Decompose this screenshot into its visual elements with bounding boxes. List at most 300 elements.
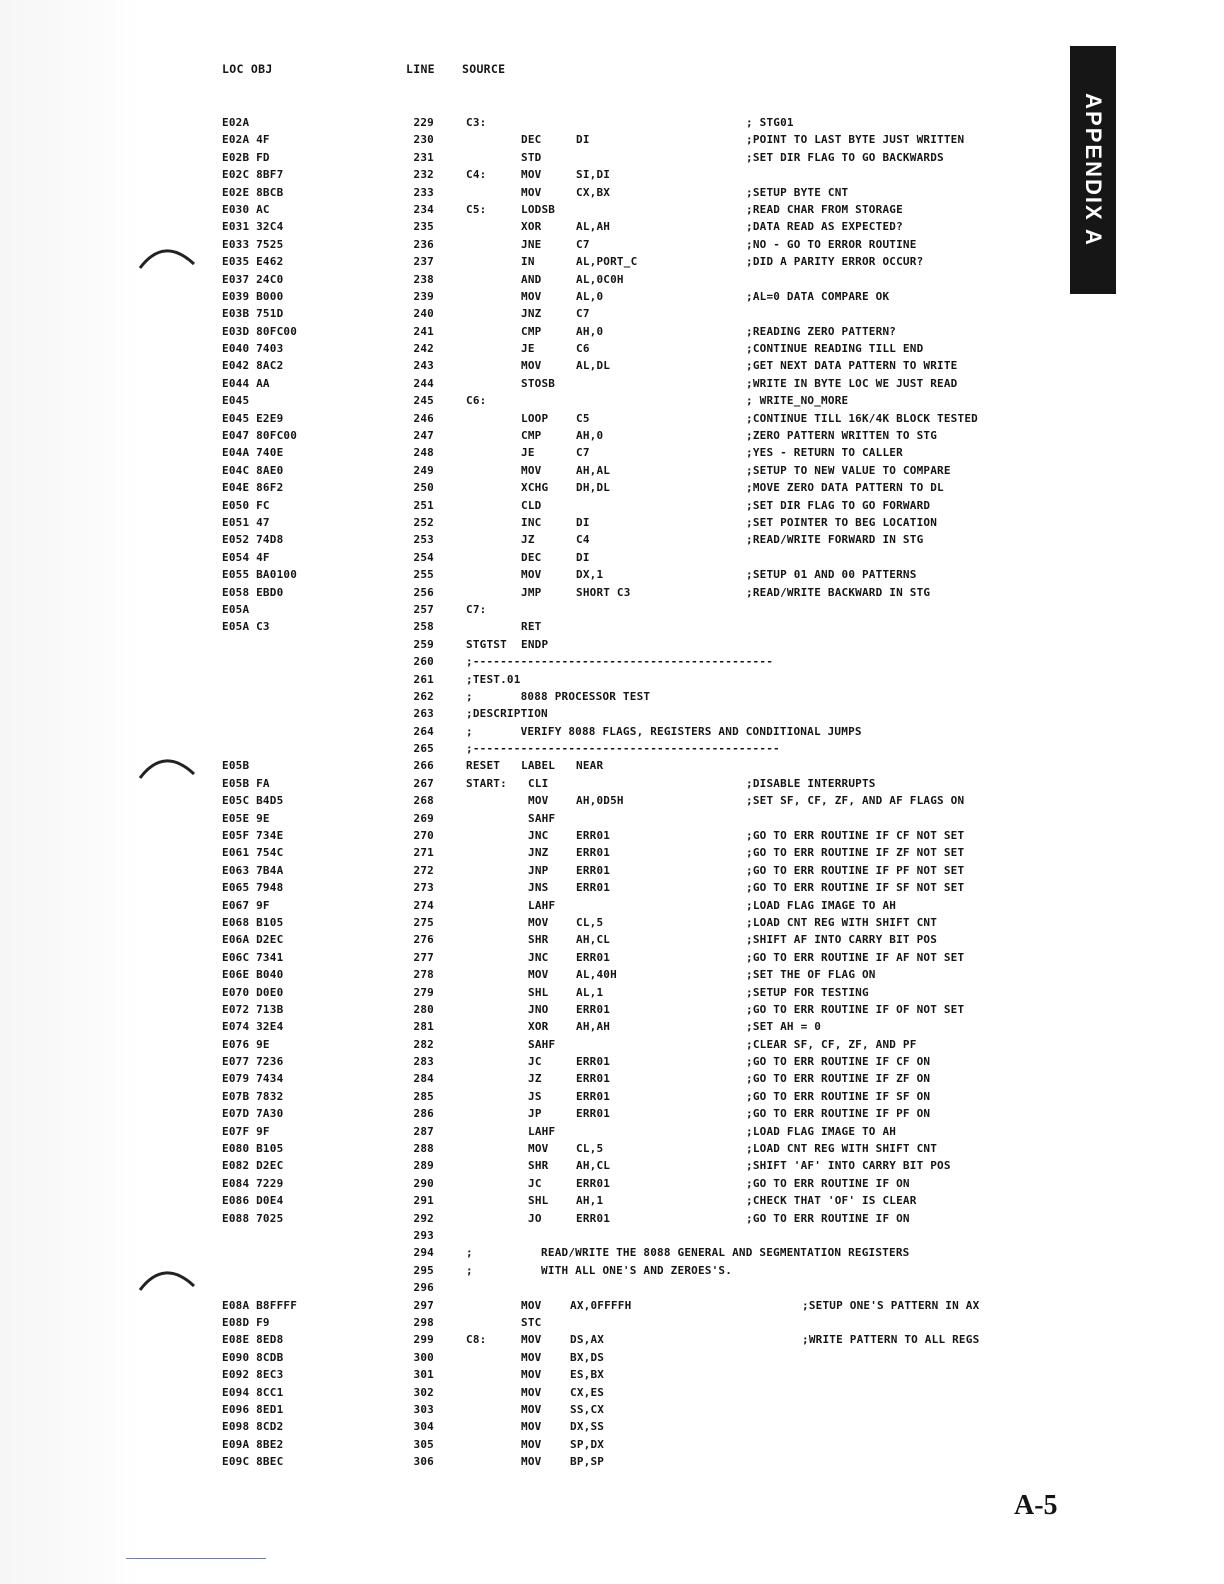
source-operand-cell: BP,SP bbox=[570, 1455, 605, 1469]
source-opcode-cell: MOV bbox=[521, 1402, 542, 1416]
line-number-cell: 229 bbox=[413, 116, 434, 129]
line-number-cell: 234 bbox=[413, 202, 434, 216]
line-number-cell: 254 bbox=[413, 550, 434, 564]
source-opcode-cell: MOV bbox=[521, 1437, 542, 1451]
listing-row bbox=[0, 1368, 1000, 1385]
source-operand-cell: AH,CL bbox=[576, 1159, 611, 1173]
source-opcode-cell: SHL bbox=[528, 1194, 549, 1208]
source-label-cell: C3: bbox=[466, 116, 487, 129]
line-number-cell: 251 bbox=[413, 498, 434, 512]
line-number-cell: 250 bbox=[413, 481, 434, 495]
source-opcode-cell: ENDP bbox=[521, 637, 549, 651]
loc-obj-cell: E076 9E bbox=[222, 1037, 270, 1051]
listing-row bbox=[0, 916, 1000, 933]
source-comment-cell: ;SET DIR FLAG TO GO FORWARD bbox=[746, 498, 931, 512]
source-operand-cell: AH,CL bbox=[576, 933, 611, 947]
source-comment-cell: ;CLEAR SF, CF, ZF, AND PF bbox=[746, 1037, 917, 1051]
line-number-cell: 302 bbox=[413, 1385, 434, 1399]
listing-row bbox=[0, 377, 1000, 394]
source-opcode-cell: DEC bbox=[521, 133, 542, 147]
loc-obj-cell: E047 80FC00 bbox=[222, 429, 298, 443]
line-number-cell: 303 bbox=[413, 1402, 434, 1416]
source-comment-cell: ;DATA READ AS EXPECTED? bbox=[746, 220, 903, 234]
source-operand-cell: DS,AX bbox=[570, 1333, 605, 1347]
line-number-cell: 280 bbox=[413, 1002, 434, 1016]
line-number-cell: 240 bbox=[413, 307, 434, 321]
source-opcode-cell: JZ bbox=[528, 1072, 542, 1086]
line-number-cell: 306 bbox=[413, 1455, 434, 1469]
source-operand-cell: ERR01 bbox=[576, 1055, 611, 1069]
line-number-cell: 292 bbox=[413, 1211, 434, 1225]
loc-obj-cell: E05B bbox=[222, 759, 250, 773]
line-number-cell: 235 bbox=[413, 220, 434, 234]
source-opcode-cell: MOV bbox=[528, 915, 549, 929]
source-operand-cell: CL,5 bbox=[576, 1142, 604, 1156]
listing-row bbox=[0, 1212, 1000, 1229]
source-opcode-cell: MOV bbox=[521, 359, 542, 373]
line-number-cell: 279 bbox=[413, 985, 434, 999]
listing-row bbox=[0, 586, 1000, 603]
line-number-cell: 262 bbox=[413, 689, 434, 703]
loc-obj-cell: E02A bbox=[222, 116, 250, 129]
source-comment-cell: ;SETUP TO NEW VALUE TO COMPARE bbox=[746, 463, 951, 477]
listing-row bbox=[0, 1107, 1000, 1124]
listing-row bbox=[0, 1142, 1000, 1159]
line-number-cell: 291 bbox=[413, 1194, 434, 1208]
source-opcode-cell: JZ bbox=[521, 533, 535, 547]
header-loc-obj: LOC OBJ bbox=[222, 62, 273, 76]
source-opcode-cell: RET bbox=[521, 620, 542, 634]
line-number-cell: 267 bbox=[413, 776, 434, 790]
source-opcode-cell: STD bbox=[521, 150, 542, 164]
source-opcode-cell: SHR bbox=[528, 933, 549, 947]
line-number-cell: 233 bbox=[413, 185, 434, 199]
loc-obj-cell: E080 B105 bbox=[222, 1142, 284, 1156]
loc-obj-cell: E07D 7A30 bbox=[222, 1107, 284, 1121]
line-number-cell: 253 bbox=[413, 533, 434, 547]
loc-obj-cell: E042 8AC2 bbox=[222, 359, 284, 373]
line-number-cell: 263 bbox=[413, 707, 434, 721]
line-number-cell: 230 bbox=[413, 133, 434, 147]
listing-row bbox=[0, 394, 1000, 411]
line-number-cell: 260 bbox=[413, 655, 434, 669]
line-number-cell: 299 bbox=[413, 1333, 434, 1347]
footer-rule bbox=[126, 1558, 266, 1559]
source-opcode-cell: JC bbox=[528, 1176, 542, 1190]
loc-obj-cell: E092 8EC3 bbox=[222, 1368, 284, 1382]
line-number-cell: 236 bbox=[413, 237, 434, 251]
line-number-cell: 247 bbox=[413, 429, 434, 443]
line-number-cell: 275 bbox=[413, 915, 434, 929]
source-opcode-cell: CLI bbox=[528, 776, 549, 790]
loc-obj-cell: E09A 8BE2 bbox=[222, 1437, 284, 1451]
line-number-cell: 265 bbox=[413, 742, 434, 756]
source-comment-cell: ;GO TO ERR ROUTINE IF PF ON bbox=[746, 1107, 931, 1121]
loc-obj-cell: E031 32C4 bbox=[222, 220, 284, 234]
source-operand-cell: DI bbox=[576, 515, 590, 529]
source-opcode-cell: SAHF bbox=[528, 1037, 556, 1051]
source-opcode-cell: MOV bbox=[521, 1420, 542, 1434]
line-number-cell: 256 bbox=[413, 585, 434, 599]
loc-obj-cell: E044 AA bbox=[222, 376, 270, 390]
loc-obj-cell: E045 bbox=[222, 394, 250, 408]
loc-obj-cell: E05F 734E bbox=[222, 829, 284, 843]
source-operand-cell: ERR01 bbox=[576, 863, 611, 877]
listing-row bbox=[0, 968, 1000, 985]
source-operand-cell: AH,1 bbox=[576, 1194, 604, 1208]
listing-row bbox=[0, 307, 1000, 324]
loc-obj-cell: E05A C3 bbox=[222, 620, 270, 634]
source-opcode-cell: LODSB bbox=[521, 202, 556, 216]
listing-row bbox=[0, 1316, 1000, 1333]
source-comment-cell: ;ZERO PATTERN WRITTEN TO STG bbox=[746, 429, 938, 443]
loc-obj-cell: E05B FA bbox=[222, 776, 270, 790]
source-operand-cell: CL,5 bbox=[576, 915, 604, 929]
source-opcode-cell: MOV bbox=[528, 794, 549, 808]
listing-row bbox=[0, 899, 1000, 916]
listing-row bbox=[0, 794, 1000, 811]
source-label-cell: C4: bbox=[466, 168, 487, 182]
loc-obj-cell: E084 7229 bbox=[222, 1176, 284, 1190]
listing-row bbox=[0, 1020, 1000, 1037]
listing-row bbox=[0, 1455, 1000, 1472]
listing-row bbox=[0, 1386, 1000, 1403]
source-comment-cell: ;CHECK THAT 'OF' IS CLEAR bbox=[746, 1194, 917, 1208]
source-opcode-cell: MOV bbox=[521, 289, 542, 303]
listing-row bbox=[0, 881, 1000, 898]
loc-obj-cell: E074 32E4 bbox=[222, 1020, 284, 1034]
source-comment-cell: ;WRITE IN BYTE LOC WE JUST READ bbox=[746, 376, 958, 390]
loc-obj-cell: E040 7403 bbox=[222, 342, 284, 356]
line-number-cell: 259 bbox=[413, 637, 434, 651]
listing-row bbox=[0, 342, 1000, 359]
loc-obj-cell: E052 74D8 bbox=[222, 533, 284, 547]
loc-obj-cell: E054 4F bbox=[222, 550, 270, 564]
source-opcode-cell: MOV bbox=[521, 168, 542, 182]
line-number-cell: 277 bbox=[413, 950, 434, 964]
listing-row bbox=[0, 655, 1000, 672]
source-operand-cell: ERR01 bbox=[576, 829, 611, 843]
line-number-cell: 270 bbox=[413, 829, 434, 843]
source-operand-cell: C7 bbox=[576, 237, 590, 251]
source-operand-cell: AX,0FFFFH bbox=[570, 1298, 632, 1312]
listing-row bbox=[0, 1159, 1000, 1176]
loc-obj-cell: E08E 8ED8 bbox=[222, 1333, 284, 1347]
listing-row bbox=[0, 186, 1000, 203]
source-comment-cell: ;READ/WRITE BACKWARD IN STG bbox=[746, 585, 931, 599]
source-operand-cell: ERR01 bbox=[576, 1107, 611, 1121]
line-number-cell: 245 bbox=[413, 394, 434, 408]
source-operand-cell: AL,DL bbox=[576, 359, 611, 373]
line-number-cell: 242 bbox=[413, 342, 434, 356]
source-comment-cell: ;GO TO ERR ROUTINE IF CF NOT SET bbox=[746, 829, 965, 843]
source-opcode-cell: CMP bbox=[521, 429, 542, 443]
loc-obj-cell: E05A bbox=[222, 602, 250, 616]
loc-obj-cell: E086 D0E4 bbox=[222, 1194, 284, 1208]
source-comment-cell: ;LOAD CNT REG WITH SHIFT CNT bbox=[746, 1142, 938, 1156]
listing-row bbox=[0, 168, 1000, 185]
line-number-cell: 294 bbox=[413, 1246, 434, 1260]
loc-obj-cell: E070 D0E0 bbox=[222, 985, 284, 999]
listing-row bbox=[0, 673, 1000, 690]
listing-row bbox=[0, 777, 1000, 794]
line-number-cell: 269 bbox=[413, 811, 434, 825]
source-comment-line: ; READ/WRITE THE 8088 GENERAL AND SEGMENTATION REGISTERS bbox=[466, 1246, 910, 1260]
listing-row bbox=[0, 690, 1000, 707]
line-number-cell: 288 bbox=[413, 1142, 434, 1156]
line-number-cell: 268 bbox=[413, 794, 434, 808]
source-opcode-cell: MOV bbox=[521, 1368, 542, 1382]
source-comment-cell: ;SET POINTER TO BEG LOCATION bbox=[746, 515, 938, 529]
listing-row bbox=[0, 864, 1000, 881]
line-number-cell: 249 bbox=[413, 463, 434, 477]
line-number-cell: 297 bbox=[413, 1298, 434, 1312]
listing-row bbox=[0, 951, 1000, 968]
source-opcode-cell: INC bbox=[521, 515, 542, 529]
loc-obj-cell: E035 E462 bbox=[222, 255, 284, 269]
loc-obj-cell: E079 7434 bbox=[222, 1072, 284, 1086]
loc-obj-cell: E02A 4F bbox=[222, 133, 270, 147]
listing-row bbox=[0, 464, 1000, 481]
line-number-cell: 298 bbox=[413, 1315, 434, 1329]
appendix-tab bbox=[1070, 46, 1116, 294]
source-operand-cell: ERR01 bbox=[576, 1089, 611, 1103]
listing-row bbox=[0, 933, 1000, 950]
source-opcode-cell: MOV bbox=[528, 968, 549, 982]
source-opcode-cell: JNE bbox=[521, 237, 542, 251]
line-number-cell: 232 bbox=[413, 168, 434, 182]
listing-row bbox=[0, 481, 1000, 498]
source-comment-cell: ;AL=0 DATA COMPARE OK bbox=[746, 289, 890, 303]
source-comment-cell: ;GO TO ERR ROUTINE IF ON bbox=[746, 1176, 910, 1190]
listing-row bbox=[0, 290, 1000, 307]
source-opcode-cell: STOSB bbox=[521, 376, 556, 390]
loc-obj-cell: E02E 8BCB bbox=[222, 185, 284, 199]
loc-obj-cell: E067 9F bbox=[222, 898, 270, 912]
line-number-cell: 281 bbox=[413, 1020, 434, 1034]
source-opcode-cell: LOOP bbox=[521, 411, 549, 425]
line-number-cell: 273 bbox=[413, 881, 434, 895]
source-operand-cell: CX,ES bbox=[570, 1385, 605, 1399]
line-number-cell: 293 bbox=[413, 1229, 434, 1242]
source-label-cell: C5: bbox=[466, 202, 487, 216]
listing-row bbox=[0, 1351, 1000, 1368]
line-number-cell: 264 bbox=[413, 724, 434, 738]
source-operand-cell: ERR01 bbox=[576, 846, 611, 860]
source-comment-cell: ;POINT TO LAST BYTE JUST WRITTEN bbox=[746, 133, 965, 147]
loc-obj-cell: E04E 86F2 bbox=[222, 481, 284, 495]
line-number-cell: 237 bbox=[413, 255, 434, 269]
source-opcode-cell: JNZ bbox=[521, 307, 542, 321]
loc-obj-cell: E03B 751D bbox=[222, 307, 284, 321]
line-number-cell: 295 bbox=[413, 1263, 434, 1277]
loc-obj-cell: E07B 7832 bbox=[222, 1089, 284, 1103]
line-number-cell: 301 bbox=[413, 1368, 434, 1382]
loc-obj-cell: E077 7236 bbox=[222, 1055, 284, 1069]
source-operand-cell: SI,DI bbox=[576, 168, 611, 182]
source-comment-line: ;-------------------------------------------- bbox=[466, 655, 774, 669]
loc-obj-cell: E07F 9F bbox=[222, 1124, 270, 1138]
source-comment-cell: ;MOVE ZERO DATA PATTERN TO DL bbox=[746, 481, 944, 495]
loc-obj-cell: E033 7525 bbox=[222, 237, 284, 251]
source-opcode-cell: MOV bbox=[521, 568, 542, 582]
listing-row bbox=[0, 1194, 1000, 1211]
listing-row bbox=[0, 551, 1000, 568]
source-opcode-cell: SHR bbox=[528, 1159, 549, 1173]
source-operand-cell: ERR01 bbox=[576, 950, 611, 964]
loc-obj-cell: E039 B000 bbox=[222, 289, 284, 303]
source-operand-cell: AL,0C0H bbox=[576, 272, 624, 286]
listing-row bbox=[0, 273, 1000, 290]
listing-row bbox=[0, 846, 1000, 863]
source-operand-cell: NEAR bbox=[576, 759, 604, 773]
line-number-cell: 285 bbox=[413, 1089, 434, 1103]
source-opcode-cell: MOV bbox=[521, 1350, 542, 1364]
source-opcode-cell: LABEL bbox=[521, 759, 556, 773]
source-opcode-cell: XOR bbox=[528, 1020, 549, 1034]
loc-obj-cell: E03D 80FC00 bbox=[222, 324, 298, 338]
source-operand-cell: DX,1 bbox=[576, 568, 604, 582]
source-opcode-cell: MOV bbox=[521, 1333, 542, 1347]
line-number-cell: 305 bbox=[413, 1437, 434, 1451]
line-number-cell: 283 bbox=[413, 1055, 434, 1069]
listing-row bbox=[0, 620, 1000, 637]
listing-row bbox=[0, 829, 1000, 846]
loc-obj-cell: E082 D2EC bbox=[222, 1159, 284, 1173]
line-number-cell: 274 bbox=[413, 898, 434, 912]
line-number-cell: 278 bbox=[413, 968, 434, 982]
source-operand-cell: C6 bbox=[576, 342, 590, 356]
source-comment-cell: ;SETUP 01 AND 00 PATTERNS bbox=[746, 568, 917, 582]
loc-obj-cell: E045 E2E9 bbox=[222, 411, 284, 425]
source-operand-cell: AL,0 bbox=[576, 289, 604, 303]
appendix-tab-label: APPENDIX A bbox=[1081, 93, 1106, 247]
source-opcode-cell: CMP bbox=[521, 324, 542, 338]
source-operand-cell: SP,DX bbox=[570, 1437, 605, 1451]
source-comment-cell: ;SET THE OF FLAG ON bbox=[746, 968, 876, 982]
line-number-cell: 243 bbox=[413, 359, 434, 373]
listing-row bbox=[0, 1333, 1000, 1350]
listing-row bbox=[0, 759, 1000, 776]
source-operand-cell: SS,CX bbox=[570, 1402, 605, 1416]
source-comment-cell: ;SETUP BYTE CNT bbox=[746, 185, 849, 199]
loc-obj-cell: E088 7025 bbox=[222, 1211, 284, 1225]
line-number-cell: 244 bbox=[413, 376, 434, 390]
loc-obj-cell: E058 EBD0 bbox=[222, 585, 284, 599]
line-number-cell: 248 bbox=[413, 446, 434, 460]
listing-row bbox=[0, 151, 1000, 168]
source-comment-cell: ;GO TO ERR ROUTINE IF ZF ON bbox=[746, 1072, 931, 1086]
line-number-cell: 238 bbox=[413, 272, 434, 286]
source-comment-line: ; WITH ALL ONE'S AND ZEROES'S. bbox=[466, 1263, 733, 1277]
line-number-cell: 289 bbox=[413, 1159, 434, 1173]
source-comment-line: ;TEST.01 bbox=[466, 672, 521, 686]
listing-row bbox=[0, 1281, 1000, 1298]
source-operand-cell: C7 bbox=[576, 446, 590, 460]
source-comment-cell: ;LOAD CNT REG WITH SHIFT CNT bbox=[746, 915, 938, 929]
listing-row bbox=[0, 255, 1000, 272]
header-source: SOURCE bbox=[462, 62, 506, 76]
source-comment-cell: ;SHIFT AF INTO CARRY BIT POS bbox=[746, 933, 938, 947]
source-comment-cell: ;NO - GO TO ERROR ROUTINE bbox=[746, 237, 917, 251]
source-comment-cell: ;YES - RETURN TO CALLER bbox=[746, 446, 903, 460]
listing-row bbox=[0, 1264, 1000, 1281]
loc-obj-cell: E094 8CC1 bbox=[222, 1385, 284, 1399]
source-label-cell: C7: bbox=[466, 602, 487, 616]
loc-obj-cell: E06A D2EC bbox=[222, 933, 284, 947]
line-number-cell: 287 bbox=[413, 1124, 434, 1138]
loc-obj-cell: E06E B040 bbox=[222, 968, 284, 982]
source-operand-cell: ERR01 bbox=[576, 881, 611, 895]
loc-obj-cell: E050 FC bbox=[222, 498, 270, 512]
loc-obj-cell: E04A 740E bbox=[222, 446, 284, 460]
source-comment-cell: ;GO TO ERR ROUTINE IF ZF NOT SET bbox=[746, 846, 965, 860]
listing-row bbox=[0, 725, 1000, 742]
source-opcode-cell: LAHF bbox=[528, 898, 556, 912]
line-number-cell: 284 bbox=[413, 1072, 434, 1086]
line-number-cell: 296 bbox=[413, 1281, 434, 1295]
line-number-cell: 261 bbox=[413, 672, 434, 686]
listing-row bbox=[0, 116, 1000, 133]
listing-row bbox=[0, 986, 1000, 1003]
source-opcode-cell: JMP bbox=[521, 585, 542, 599]
line-number-cell: 272 bbox=[413, 863, 434, 877]
loc-obj-cell: E065 7948 bbox=[222, 881, 284, 895]
source-label-cell: STGTST bbox=[466, 637, 507, 651]
source-operand-cell: C4 bbox=[576, 533, 590, 547]
line-number-cell: 239 bbox=[413, 289, 434, 303]
loc-obj-cell: E051 47 bbox=[222, 515, 270, 529]
source-operand-cell: AL,AH bbox=[576, 220, 611, 234]
loc-obj-cell: E08D F9 bbox=[222, 1315, 270, 1329]
loc-obj-cell: E072 713B bbox=[222, 1002, 284, 1016]
source-comment-cell: ;SETUP ONE'S PATTERN IN AX bbox=[802, 1298, 980, 1312]
line-number-cell: 257 bbox=[413, 602, 434, 616]
source-operand-cell: ERR01 bbox=[576, 1002, 611, 1016]
source-opcode-cell: LAHF bbox=[528, 1124, 556, 1138]
source-operand-cell: AL,PORT_C bbox=[576, 255, 638, 269]
source-comment-cell: ; STG01 bbox=[746, 116, 794, 129]
source-opcode-cell: JNS bbox=[528, 881, 549, 895]
listing-row bbox=[0, 1038, 1000, 1055]
source-operand-cell: C5 bbox=[576, 411, 590, 425]
source-comment-cell: ;SET DIR FLAG TO GO BACKWARDS bbox=[746, 150, 944, 164]
source-comment-cell: ;SET AH = 0 bbox=[746, 1020, 822, 1034]
line-number-cell: 286 bbox=[413, 1107, 434, 1121]
listing-row bbox=[0, 1438, 1000, 1455]
listing-row bbox=[0, 742, 1000, 759]
source-comment-cell: ;LOAD FLAG IMAGE TO AH bbox=[746, 1124, 897, 1138]
loc-obj-cell: E096 8ED1 bbox=[222, 1402, 284, 1416]
source-opcode-cell: SAHF bbox=[528, 811, 556, 825]
line-number-cell: 300 bbox=[413, 1350, 434, 1364]
source-opcode-cell: JP bbox=[528, 1107, 542, 1121]
listing-row bbox=[0, 1090, 1000, 1107]
source-comment-cell: ;CONTINUE READING TILL END bbox=[746, 342, 924, 356]
loc-obj-cell: E030 AC bbox=[222, 202, 270, 216]
line-number-cell: 266 bbox=[413, 759, 434, 773]
listing-row bbox=[0, 603, 1000, 620]
source-opcode-cell: SHL bbox=[528, 985, 549, 999]
source-operand-cell: AH,0D5H bbox=[576, 794, 624, 808]
listing-row bbox=[0, 220, 1000, 237]
source-operand-cell: ERR01 bbox=[576, 1176, 611, 1190]
source-operand-cell: DX,SS bbox=[570, 1420, 605, 1434]
header-line: LINE bbox=[406, 62, 435, 76]
listing-row bbox=[0, 412, 1000, 429]
line-number-cell: 241 bbox=[413, 324, 434, 338]
assembly-listing bbox=[0, 116, 1000, 1472]
